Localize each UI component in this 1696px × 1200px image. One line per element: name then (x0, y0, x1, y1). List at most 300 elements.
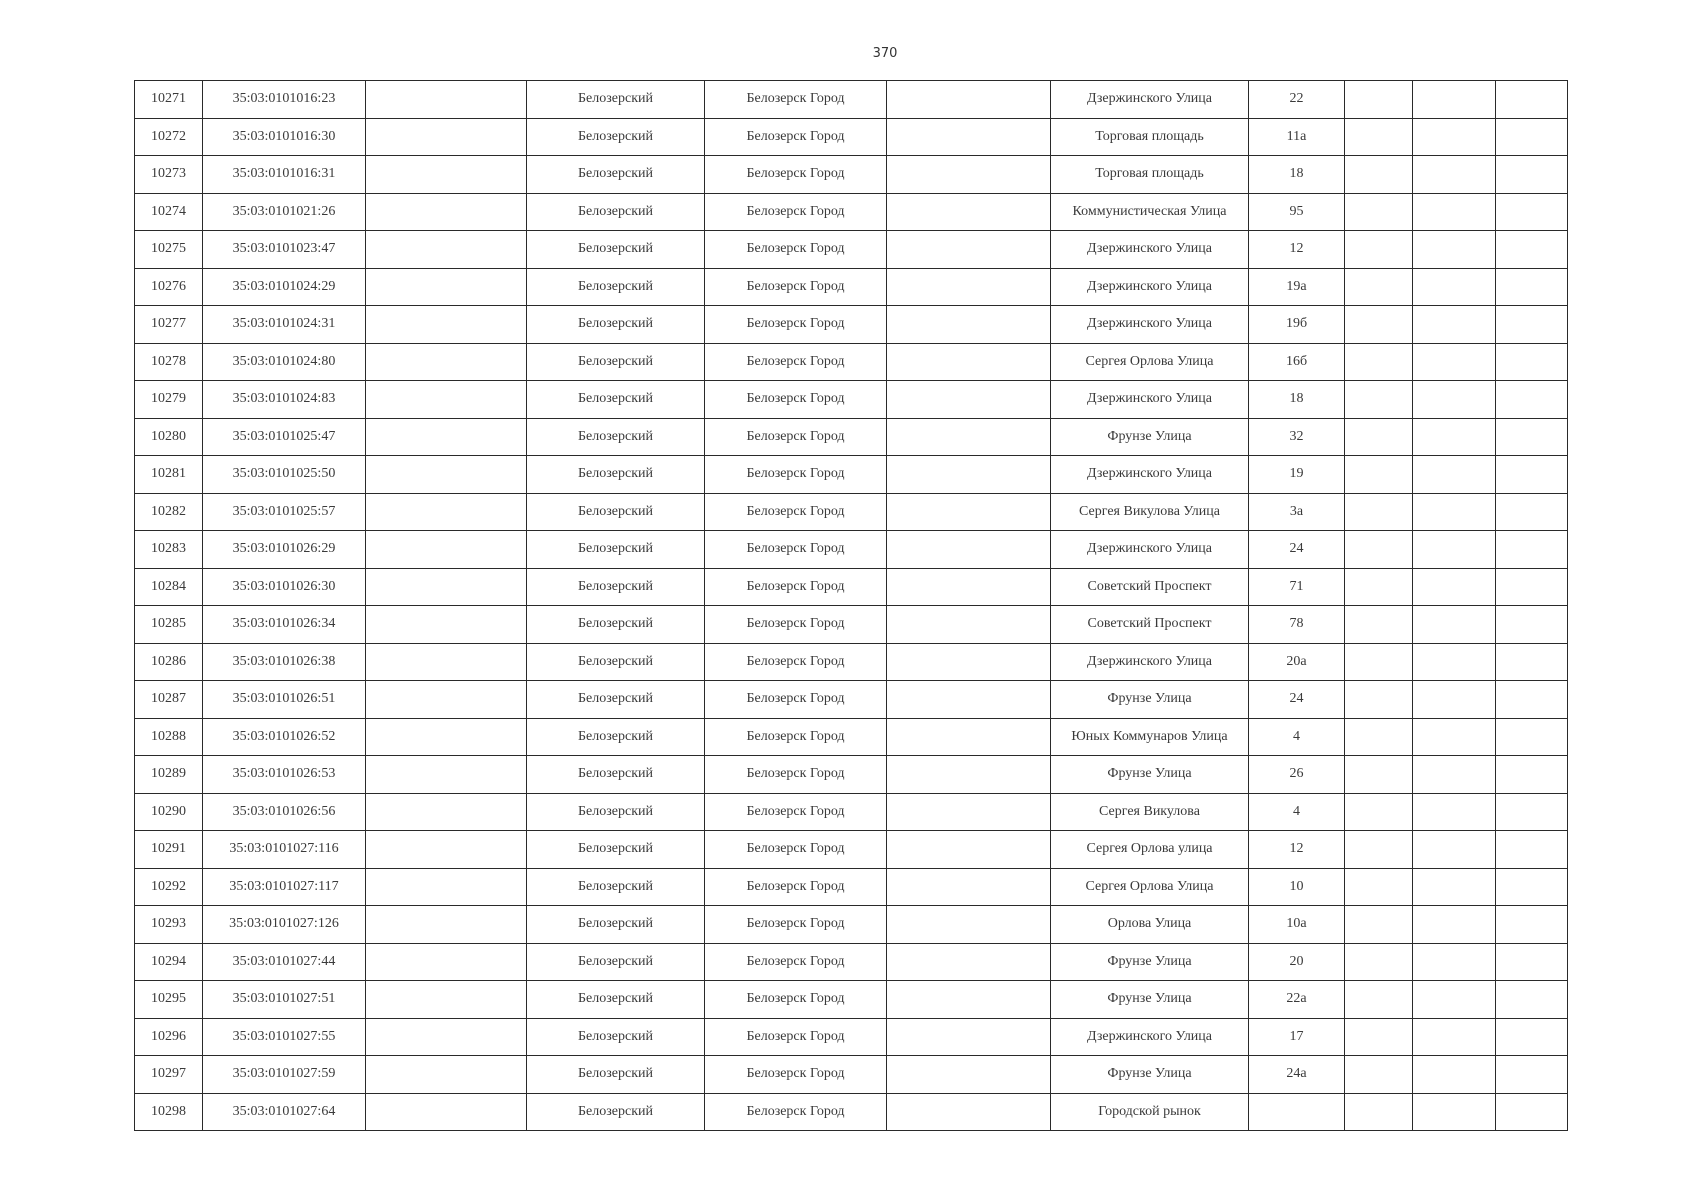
street-cell: Дзержинского Улица (1051, 531, 1249, 569)
empty-cell (1496, 381, 1568, 419)
empty-cell (887, 981, 1051, 1019)
cadastral-number-cell: 35:03:0101023:47 (203, 231, 366, 269)
district-cell: Белозерский (527, 868, 705, 906)
locality-cell: Белозерск Город (705, 1093, 887, 1131)
district-cell: Белозерский (527, 681, 705, 719)
empty-cell (1345, 81, 1413, 119)
empty-cell (1496, 456, 1568, 494)
empty-cell (1345, 268, 1413, 306)
row-number-cell: 10271 (135, 81, 203, 119)
row-number-cell: 10292 (135, 868, 203, 906)
cadastral-number-cell: 35:03:0101026:34 (203, 606, 366, 644)
street-cell: Сергея Викулова (1051, 793, 1249, 831)
district-cell: Белозерский (527, 156, 705, 194)
street-cell: Коммунистическая Улица (1051, 193, 1249, 231)
street-cell: Юных Коммунаров Улица (1051, 718, 1249, 756)
street-cell: Фрунзе Улица (1051, 981, 1249, 1019)
district-cell: Белозерский (527, 193, 705, 231)
street-cell: Сергея Орлова Улица (1051, 343, 1249, 381)
empty-cell (366, 343, 527, 381)
empty-cell (1345, 606, 1413, 644)
street-cell: Фрунзе Улица (1051, 756, 1249, 794)
empty-cell (887, 231, 1051, 269)
house-number-cell: 4 (1249, 718, 1345, 756)
row-number-cell: 10288 (135, 718, 203, 756)
empty-cell (1496, 756, 1568, 794)
table-row (135, 568, 1568, 606)
row-number-cell: 10298 (135, 1093, 203, 1131)
empty-cell (1413, 531, 1496, 569)
house-number-cell: 78 (1249, 606, 1345, 644)
street-cell: Фрунзе Улица (1051, 681, 1249, 719)
table-row (135, 343, 1568, 381)
empty-cell (887, 568, 1051, 606)
table-row (135, 1056, 1568, 1094)
cadastral-number-cell: 35:03:0101026:56 (203, 793, 366, 831)
house-number-cell: 24а (1249, 1056, 1345, 1094)
empty-cell (887, 456, 1051, 494)
cadastral-number-cell: 35:03:0101027:64 (203, 1093, 366, 1131)
cadastral-number-cell: 35:03:0101026:53 (203, 756, 366, 794)
district-cell: Белозерский (527, 831, 705, 869)
locality-cell: Белозерск Город (705, 381, 887, 419)
empty-cell (1496, 568, 1568, 606)
district-cell: Белозерский (527, 606, 705, 644)
empty-cell (887, 156, 1051, 194)
house-number-cell: 10а (1249, 906, 1345, 944)
empty-cell (1413, 943, 1496, 981)
district-cell: Белозерский (527, 981, 705, 1019)
street-cell: Дзержинского Улица (1051, 306, 1249, 344)
locality-cell: Белозерск Город (705, 81, 887, 119)
table-row (135, 943, 1568, 981)
empty-cell (887, 531, 1051, 569)
empty-cell (1413, 793, 1496, 831)
empty-cell (1496, 81, 1568, 119)
row-number-cell: 10295 (135, 981, 203, 1019)
empty-cell (366, 943, 527, 981)
house-number-cell: 71 (1249, 568, 1345, 606)
empty-cell (1413, 231, 1496, 269)
street-cell: Советский Проспект (1051, 568, 1249, 606)
empty-cell (1496, 681, 1568, 719)
empty-cell (1345, 981, 1413, 1019)
row-number-cell: 10277 (135, 306, 203, 344)
empty-cell (1496, 231, 1568, 269)
empty-cell (887, 343, 1051, 381)
locality-cell: Белозерск Город (705, 681, 887, 719)
cadastral-number-cell: 35:03:0101026:29 (203, 531, 366, 569)
table-row (135, 718, 1568, 756)
house-number-cell: 16б (1249, 343, 1345, 381)
empty-cell (1413, 418, 1496, 456)
empty-cell (366, 606, 527, 644)
street-cell: Дзержинского Улица (1051, 643, 1249, 681)
district-cell: Белозерский (527, 81, 705, 119)
empty-cell (366, 418, 527, 456)
empty-cell (1496, 1018, 1568, 1056)
street-cell: Торговая площадь (1051, 118, 1249, 156)
empty-cell (887, 606, 1051, 644)
cadastral-number-cell: 35:03:0101021:26 (203, 193, 366, 231)
house-number-cell: 19а (1249, 268, 1345, 306)
row-number-cell: 10278 (135, 343, 203, 381)
district-cell: Белозерский (527, 493, 705, 531)
empty-cell (366, 381, 527, 419)
empty-cell (366, 981, 527, 1019)
empty-cell (887, 118, 1051, 156)
row-number-cell: 10287 (135, 681, 203, 719)
row-number-cell: 10282 (135, 493, 203, 531)
house-number-cell: 3а (1249, 493, 1345, 531)
locality-cell: Белозерск Город (705, 306, 887, 344)
empty-cell (1345, 1056, 1413, 1094)
empty-cell (1345, 906, 1413, 944)
locality-cell: Белозерск Город (705, 493, 887, 531)
empty-cell (1413, 81, 1496, 119)
locality-cell: Белозерск Город (705, 1018, 887, 1056)
locality-cell: Белозерск Город (705, 756, 887, 794)
district-cell: Белозерский (527, 906, 705, 944)
locality-cell: Белозерск Город (705, 118, 887, 156)
street-cell: Сергея Орлова Улица (1051, 868, 1249, 906)
street-cell: Дзержинского Улица (1051, 381, 1249, 419)
district-cell: Белозерский (527, 1093, 705, 1131)
empty-cell (1345, 418, 1413, 456)
house-number-cell: 12 (1249, 231, 1345, 269)
row-number-cell: 10272 (135, 118, 203, 156)
street-cell: Сергея Орлова улица (1051, 831, 1249, 869)
table-row (135, 793, 1568, 831)
empty-cell (1413, 493, 1496, 531)
empty-cell (1413, 156, 1496, 194)
empty-cell (1345, 868, 1413, 906)
table-row (135, 531, 1568, 569)
empty-cell (366, 568, 527, 606)
street-cell: Фрунзе Улица (1051, 1056, 1249, 1094)
empty-cell (1496, 531, 1568, 569)
cadastral-number-cell: 35:03:0101027:59 (203, 1056, 366, 1094)
empty-cell (366, 906, 527, 944)
empty-cell (887, 1056, 1051, 1094)
empty-cell (1413, 681, 1496, 719)
house-number-cell: 4 (1249, 793, 1345, 831)
district-cell: Белозерский (527, 718, 705, 756)
empty-cell (1496, 718, 1568, 756)
house-number-cell (1249, 1093, 1345, 1131)
locality-cell: Белозерск Город (705, 643, 887, 681)
empty-cell (366, 156, 527, 194)
empty-cell (366, 1018, 527, 1056)
table-row (135, 306, 1568, 344)
table-row (135, 493, 1568, 531)
empty-cell (887, 868, 1051, 906)
cadastral-number-cell: 35:03:0101027:117 (203, 868, 366, 906)
house-number-cell: 22а (1249, 981, 1345, 1019)
empty-cell (1345, 1018, 1413, 1056)
house-number-cell: 12 (1249, 831, 1345, 869)
district-cell: Белозерский (527, 756, 705, 794)
house-number-cell: 32 (1249, 418, 1345, 456)
house-number-cell: 18 (1249, 156, 1345, 194)
cadastral-number-cell: 35:03:0101024:31 (203, 306, 366, 344)
row-number-cell: 10275 (135, 231, 203, 269)
empty-cell (1345, 643, 1413, 681)
locality-cell: Белозерск Город (705, 156, 887, 194)
cadastral-number-cell: 35:03:0101016:30 (203, 118, 366, 156)
district-cell: Белозерский (527, 343, 705, 381)
table-row (135, 643, 1568, 681)
street-cell: Дзержинского Улица (1051, 231, 1249, 269)
empty-cell (366, 231, 527, 269)
row-number-cell: 10291 (135, 831, 203, 869)
street-cell: Дзержинского Улица (1051, 1018, 1249, 1056)
empty-cell (1496, 1056, 1568, 1094)
cadastral-number-cell: 35:03:0101027:44 (203, 943, 366, 981)
empty-cell (1345, 456, 1413, 494)
table-row (135, 193, 1568, 231)
cadastral-number-cell: 35:03:0101024:29 (203, 268, 366, 306)
empty-cell (1345, 531, 1413, 569)
empty-cell (366, 831, 527, 869)
street-cell: Дзержинского Улица (1051, 81, 1249, 119)
empty-cell (1413, 118, 1496, 156)
district-cell: Белозерский (527, 306, 705, 344)
empty-cell (1496, 906, 1568, 944)
house-number-cell: 24 (1249, 681, 1345, 719)
empty-cell (366, 306, 527, 344)
district-cell: Белозерский (527, 118, 705, 156)
empty-cell (366, 268, 527, 306)
house-number-cell: 17 (1249, 1018, 1345, 1056)
empty-cell (887, 943, 1051, 981)
empty-cell (887, 906, 1051, 944)
empty-cell (887, 718, 1051, 756)
empty-cell (366, 493, 527, 531)
locality-cell: Белозерск Город (705, 343, 887, 381)
locality-cell: Белозерск Город (705, 568, 887, 606)
district-cell: Белозерский (527, 793, 705, 831)
locality-cell: Белозерск Город (705, 531, 887, 569)
empty-cell (1413, 606, 1496, 644)
registry-table (134, 80, 1568, 1131)
cadastral-number-cell: 35:03:0101026:52 (203, 718, 366, 756)
empty-cell (1496, 831, 1568, 869)
empty-cell (1413, 756, 1496, 794)
street-cell: Фрунзе Улица (1051, 943, 1249, 981)
row-number-cell: 10293 (135, 906, 203, 944)
table-row (135, 156, 1568, 194)
empty-cell (1496, 493, 1568, 531)
cadastral-number-cell: 35:03:0101026:30 (203, 568, 366, 606)
district-cell: Белозерский (527, 643, 705, 681)
empty-cell (1496, 643, 1568, 681)
house-number-cell: 19б (1249, 306, 1345, 344)
row-number-cell: 10274 (135, 193, 203, 231)
street-cell: Орлова Улица (1051, 906, 1249, 944)
locality-cell: Белозерск Город (705, 456, 887, 494)
empty-cell (366, 1093, 527, 1131)
empty-cell (1413, 193, 1496, 231)
empty-cell (1413, 906, 1496, 944)
locality-cell: Белозерск Город (705, 193, 887, 231)
cadastral-number-cell: 35:03:0101027:55 (203, 1018, 366, 1056)
empty-cell (1496, 118, 1568, 156)
cadastral-number-cell: 35:03:0101025:50 (203, 456, 366, 494)
empty-cell (366, 531, 527, 569)
empty-cell (887, 268, 1051, 306)
empty-cell (1413, 831, 1496, 869)
empty-cell (366, 81, 527, 119)
empty-cell (1413, 568, 1496, 606)
row-number-cell: 10285 (135, 606, 203, 644)
table-row (135, 456, 1568, 494)
table-row (135, 418, 1568, 456)
empty-cell (1496, 156, 1568, 194)
empty-cell (1413, 1093, 1496, 1131)
cadastral-number-cell: 35:03:0101016:31 (203, 156, 366, 194)
house-number-cell: 20 (1249, 943, 1345, 981)
empty-cell (1496, 868, 1568, 906)
empty-cell (1496, 1093, 1568, 1131)
street-cell: Торговая площадь (1051, 156, 1249, 194)
district-cell: Белозерский (527, 531, 705, 569)
empty-cell (1413, 343, 1496, 381)
locality-cell: Белозерск Город (705, 831, 887, 869)
empty-cell (1345, 1093, 1413, 1131)
table-row (135, 81, 1568, 119)
district-cell: Белозерский (527, 268, 705, 306)
locality-cell: Белозерск Город (705, 606, 887, 644)
empty-cell (1345, 118, 1413, 156)
empty-cell (1496, 606, 1568, 644)
district-cell: Белозерский (527, 1018, 705, 1056)
row-number-cell: 10273 (135, 156, 203, 194)
row-number-cell: 10283 (135, 531, 203, 569)
street-cell: Дзержинского Улица (1051, 268, 1249, 306)
empty-cell (1345, 831, 1413, 869)
empty-cell (1345, 718, 1413, 756)
district-cell: Белозерский (527, 418, 705, 456)
table-row (135, 1018, 1568, 1056)
empty-cell (887, 643, 1051, 681)
cadastral-number-cell: 35:03:0101027:126 (203, 906, 366, 944)
locality-cell: Белозерск Город (705, 231, 887, 269)
empty-cell (366, 643, 527, 681)
house-number-cell: 11а (1249, 118, 1345, 156)
street-cell: Сергея Викулова Улица (1051, 493, 1249, 531)
cadastral-number-cell: 35:03:0101016:23 (203, 81, 366, 119)
empty-cell (1413, 456, 1496, 494)
page-number: 370 (872, 46, 898, 61)
cadastral-number-cell: 35:03:0101027:51 (203, 981, 366, 1019)
row-number-cell: 10284 (135, 568, 203, 606)
empty-cell (1413, 1018, 1496, 1056)
row-number-cell: 10281 (135, 456, 203, 494)
registry-table-body (135, 81, 1568, 1131)
street-cell: Советский Проспект (1051, 606, 1249, 644)
empty-cell (1413, 268, 1496, 306)
house-number-cell: 22 (1249, 81, 1345, 119)
cadastral-number-cell: 35:03:0101024:83 (203, 381, 366, 419)
street-cell: Фрунзе Улица (1051, 418, 1249, 456)
empty-cell (1345, 568, 1413, 606)
empty-cell (1413, 643, 1496, 681)
district-cell: Белозерский (527, 381, 705, 419)
empty-cell (1496, 193, 1568, 231)
empty-cell (366, 718, 527, 756)
empty-cell (887, 1093, 1051, 1131)
row-number-cell: 10294 (135, 943, 203, 981)
house-number-cell: 19 (1249, 456, 1345, 494)
empty-cell (887, 681, 1051, 719)
table-row (135, 381, 1568, 419)
table-row (135, 118, 1568, 156)
empty-cell (1345, 793, 1413, 831)
street-cell: Дзержинского Улица (1051, 456, 1249, 494)
house-number-cell: 10 (1249, 868, 1345, 906)
table-row (135, 231, 1568, 269)
empty-cell (366, 868, 527, 906)
empty-cell (1496, 418, 1568, 456)
empty-cell (1496, 343, 1568, 381)
table-row (135, 756, 1568, 794)
empty-cell (1413, 381, 1496, 419)
empty-cell (366, 756, 527, 794)
empty-cell (887, 793, 1051, 831)
cadastral-number-cell: 35:03:0101027:116 (203, 831, 366, 869)
empty-cell (887, 193, 1051, 231)
table-row (135, 1093, 1568, 1131)
empty-cell (1345, 756, 1413, 794)
empty-cell (366, 118, 527, 156)
locality-cell: Белозерск Город (705, 906, 887, 944)
street-cell: Городской рынок (1051, 1093, 1249, 1131)
locality-cell: Белозерск Город (705, 418, 887, 456)
empty-cell (1345, 343, 1413, 381)
district-cell: Белозерский (527, 568, 705, 606)
empty-cell (1413, 306, 1496, 344)
empty-cell (887, 1018, 1051, 1056)
empty-cell (887, 493, 1051, 531)
house-number-cell: 24 (1249, 531, 1345, 569)
empty-cell (1345, 381, 1413, 419)
empty-cell (1496, 793, 1568, 831)
cadastral-number-cell: 35:03:0101024:80 (203, 343, 366, 381)
row-number-cell: 10297 (135, 1056, 203, 1094)
empty-cell (366, 456, 527, 494)
empty-cell (366, 1056, 527, 1094)
empty-cell (1345, 493, 1413, 531)
empty-cell (887, 756, 1051, 794)
locality-cell: Белозерск Город (705, 793, 887, 831)
table-row (135, 831, 1568, 869)
locality-cell: Белозерск Город (705, 268, 887, 306)
house-number-cell: 18 (1249, 381, 1345, 419)
locality-cell: Белозерск Город (705, 868, 887, 906)
empty-cell (1496, 943, 1568, 981)
empty-cell (366, 193, 527, 231)
empty-cell (1345, 681, 1413, 719)
empty-cell (1345, 306, 1413, 344)
empty-cell (887, 81, 1051, 119)
table-row (135, 906, 1568, 944)
empty-cell (1413, 868, 1496, 906)
locality-cell: Белозерск Город (705, 1056, 887, 1094)
empty-cell (887, 381, 1051, 419)
cadastral-number-cell: 35:03:0101026:38 (203, 643, 366, 681)
table-row (135, 268, 1568, 306)
